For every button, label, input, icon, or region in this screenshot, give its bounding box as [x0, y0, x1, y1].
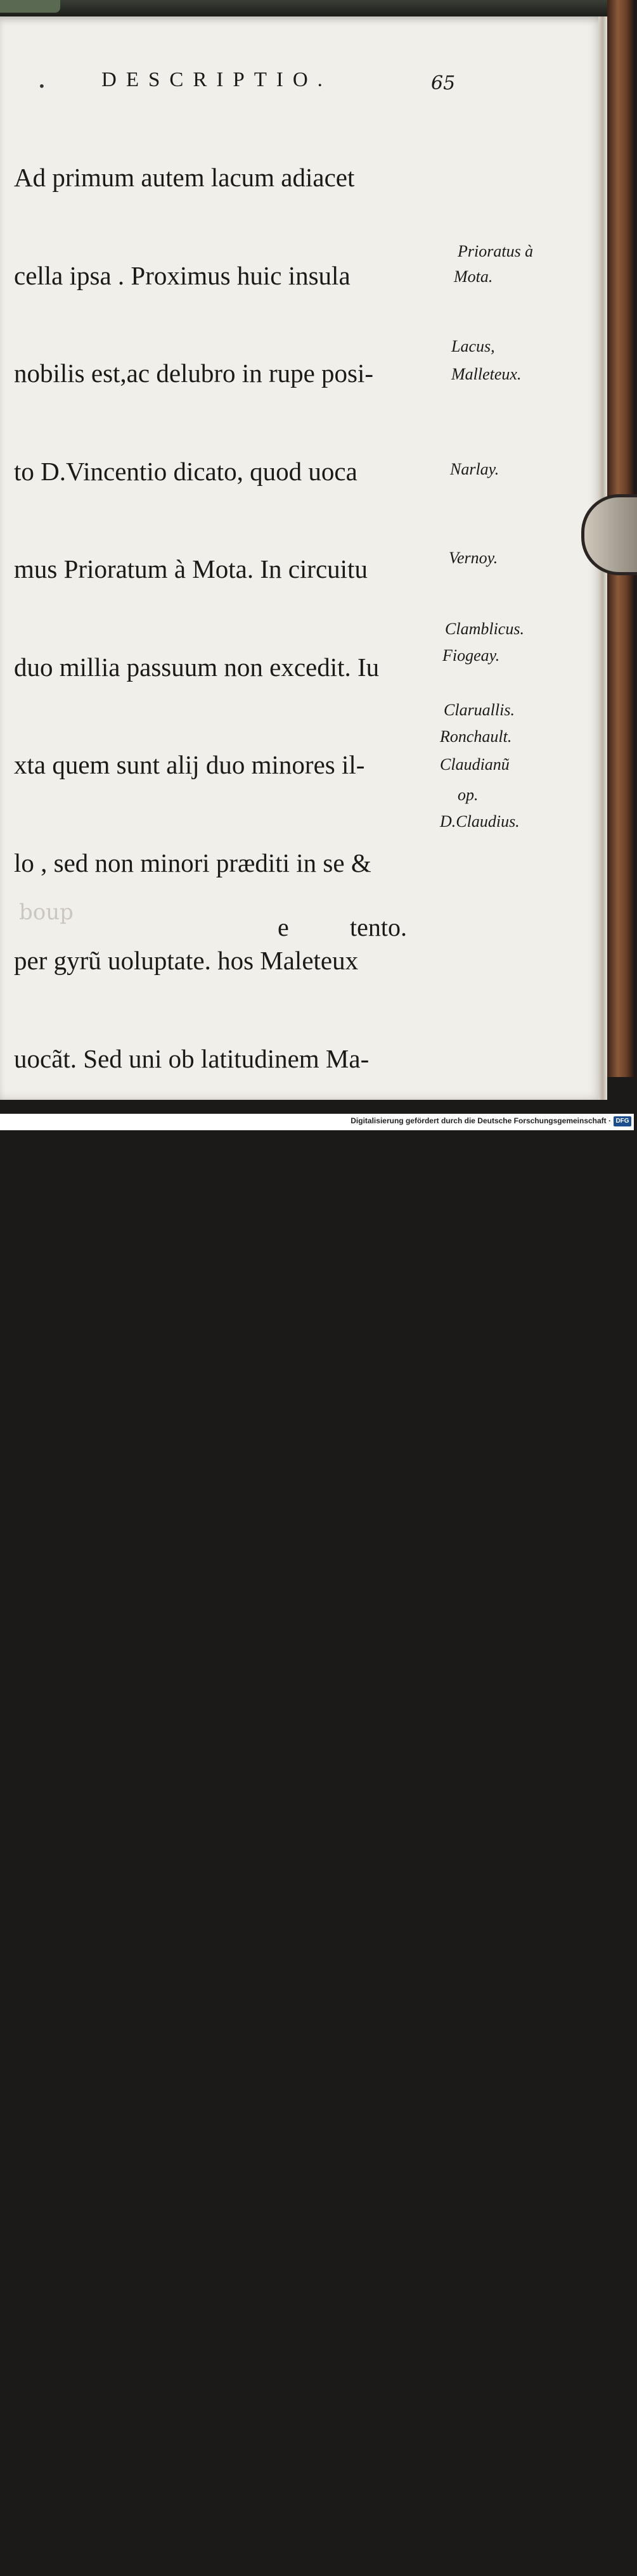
margin-note-narlay: Narlay.: [450, 460, 499, 478]
margin-note-ronchault: Ronchault.: [440, 727, 512, 746]
running-head: DESCRIPTIO.: [101, 68, 332, 91]
text-line: per gyrũ uoluptate. hos Maleteux: [14, 946, 359, 975]
binding-cloth: [0, 0, 60, 13]
text-line: xta quem sunt alij duo minores il-: [14, 750, 365, 779]
text-line: tur alius Narlay dictus, uix creden-: [14, 1239, 375, 1269]
text-line: procul est alius , Vernoy nobis di-: [14, 1533, 364, 1562]
text-line: nobilis est,ac delubro in rupe posi-: [14, 359, 374, 388]
margin-note-claruallis: Claruallis.: [444, 701, 515, 719]
text-line: lo , sed non minori præditi in se &: [14, 848, 371, 877]
text-line: progenie orto , atq; Bisontino Ar-: [14, 2316, 360, 2345]
funding-credit: Digitalisierung gefördert durch die Deutsche Forschungsgemeinschaft ·: [351, 1116, 611, 1125]
text-line: tus Ronchault dicitur. A' Gran-: [14, 2022, 333, 2052]
text-line: cella ipsa . Proximus huic insula: [14, 260, 351, 290]
margin-note-claudianum: Claudianũ: [440, 755, 510, 774]
text-line: ualle trium horarũ itinere itur Clau: [14, 2120, 373, 2150]
text-line: chiepiscopo denominatum, qui eo: [14, 2414, 365, 2444]
margin-note-fiogeay: Fiogeay.: [442, 646, 500, 665]
text-line: dæ profunditatis: cuius aqua est ni-: [14, 1337, 379, 1367]
margin-note-malleteux: Malleteux.: [451, 365, 522, 383]
text-line: ioris cognomen est inditum. Sequi: [14, 1142, 370, 1171]
credit-bar: [0, 1114, 634, 1130]
margin-note-lacus: Lacus,: [451, 337, 495, 355]
catchword: tento.: [350, 913, 407, 941]
margin-note-vernoy: Vernoy.: [449, 549, 498, 567]
header-mark: •: [38, 79, 46, 94]
signature-mark: e: [278, 913, 289, 941]
text-line: quinq;, quorum duo Chamblici di: [14, 1729, 361, 1758]
text-line: cũtur: tertius Fiogeay: quartus pro: [14, 1827, 368, 1856]
margin-note-op: op.: [458, 786, 479, 804]
margin-note-claudius: D.Claudius.: [440, 812, 520, 831]
text-line: ctus. Sed occidentẽ uersus sunt alij: [14, 1631, 376, 1661]
text-line: duo millia passuum non excedit. Iu: [14, 652, 380, 682]
dfg-logo-icon: DFG: [614, 1116, 631, 1126]
page-number: 65: [431, 72, 456, 94]
text-line: ximus est Claruallis oppido : quin-: [14, 1925, 375, 1954]
show-through-text: boup: [19, 900, 74, 925]
text-line: uocãt. Sed uni ob latitudinem Ma-: [14, 1043, 370, 1073]
margin-note-clamblicus: Clamblicus.: [445, 620, 524, 638]
body-text: [14, 96, 451, 2576]
text-line: dianum, à D. Claudio Salinẽsium: [14, 2218, 359, 2248]
text-line: Ad primum autem lacum adiacet: [14, 163, 355, 192]
margin-note-prioratus: Prioratus à: [458, 242, 534, 260]
book-top-edge: [0, 0, 634, 16]
text-line: mus Prioratum à Mota. In circuitu: [14, 554, 368, 583]
text-line: tida, pisces ferens uarios. Hinc non: [14, 1435, 378, 1465]
margin-note-mota: Mota.: [454, 267, 493, 286]
text-line: loci solitariam duxit uitam , in por-: [14, 2512, 378, 2541]
text-line: to D.Vincentio dicato, quod uoca: [14, 456, 357, 486]
